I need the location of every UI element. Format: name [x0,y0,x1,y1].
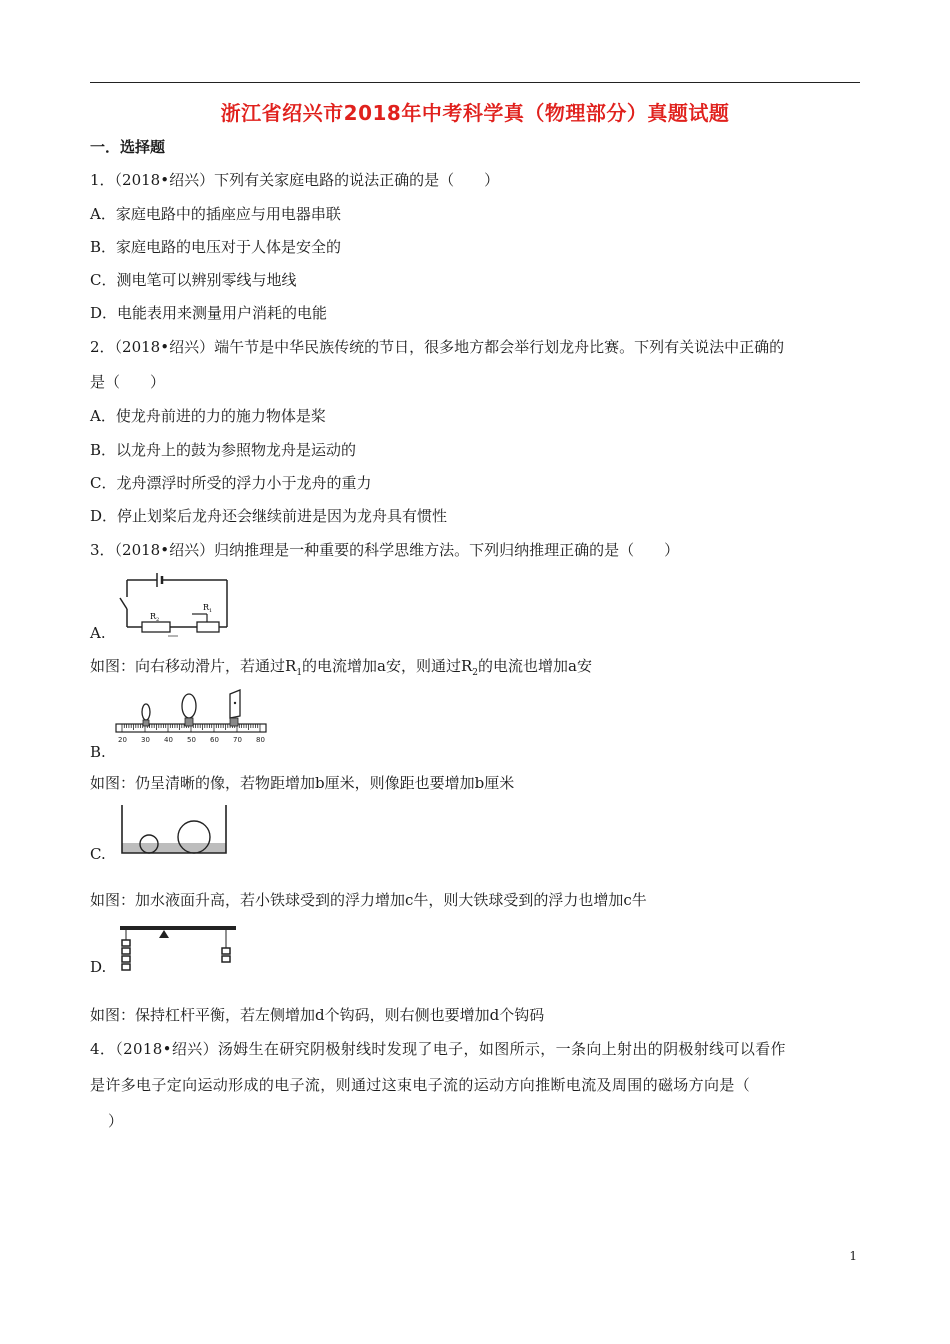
q2-option-a: A．使龙舟前进的力的施力物体是桨 [90,407,326,425]
q1-option-b: B．家庭电路的电压对于人体是安全的 [90,238,342,256]
q1-option-d: D．电能表用来测量用户消耗的电能 [90,304,328,322]
optical-bench-diagram [112,686,272,756]
header-rule [90,82,860,83]
q3-option-b-text: 如图：仍呈清晰的像，若物距增加b厘米，则像距也要增加b厘米 [90,774,515,792]
q4-stem-line3: ） [108,1112,124,1130]
q2-stem-line1: 2．（2018•绍兴）端午节是中华民族传统的节日，很多地方都会举行划龙舟比赛。下列有关说法中正确的 [90,338,785,356]
lever-diagram [114,920,244,972]
bench-tick-label: 30 [141,736,150,744]
r2-label: R [150,612,157,621]
q3-option-a-text: 如图：向右移动滑片，若通过$R_1$的电流增加a安，则通过$R_2$的电流也增加a安 [90,657,592,678]
bench-tick-label: 50 [187,736,196,744]
page-number: 1 [849,1249,857,1263]
q3-stem: 3．（2018•绍兴）归纳推理是一种重要的科学思维方法。下列归纳推理正确的是（ ） [90,541,680,559]
r2-sub-label: 2 [156,617,160,623]
bench-tick-label: 20 [118,736,127,744]
bench-tick-label: 70 [233,736,242,744]
q4-stem-line1: 4．（2018•绍兴）汤姆生在研究阴极射线时发现了电子，如图所示，一条向上射出的阴极射线可以看作 [90,1040,786,1058]
q1-stem: 1．（2018•绍兴）下列有关家庭电路的说法正确的是（ ） [90,171,500,189]
section-heading: 一．选择题 [90,138,166,156]
beaker-diagram [116,803,232,859]
q1-option-a: A．家庭电路中的插座应与用电器串联 [90,205,341,223]
q3-option-c-text: 如图：加水液面升高，若小铁球受到的浮力增加c牛，则大铁球受到的浮力也增加c牛 [90,891,647,909]
q3-option-c-label: C. [90,845,106,863]
q2-stem-line2: 是（ ） [90,373,166,391]
q3-option-b-label: B. [90,743,106,761]
q3-option-d-label: D. [90,958,107,976]
circuit-diagram [112,572,242,642]
bench-tick-label: 80 [256,736,265,744]
q2-option-b: B．以龙舟上的鼓为参照物龙舟是运动的 [90,441,357,459]
bench-tick-label: 40 [164,736,173,744]
q3-option-a-label: A. [90,624,106,642]
q2-option-c: C．龙舟漂浮时所受的浮力小于龙舟的重力 [90,474,372,492]
bench-tick-label: 60 [210,736,219,744]
q2-option-d: D．停止划桨后龙舟还会继续前进是因为龙舟具有惯性 [90,507,448,525]
q3-option-d-text: 如图：保持杠杆平衡，若左侧增加d个钩码，则右侧也要增加d个钩码 [90,1006,545,1024]
q4-stem-line2: 是许多电子定向运动形成的电子流，则通过这束电子流的运动方向推断电流及周围的磁场方向是（ [90,1076,751,1094]
q1-option-c: C．测电笔可以辨别零线与地线 [90,271,297,289]
r1-label: R [203,603,210,612]
page-title: 浙江省绍兴市2018年中考科学真（物理部分）真题试题 [220,101,730,125]
r1-sub-label: 1 [209,608,213,614]
